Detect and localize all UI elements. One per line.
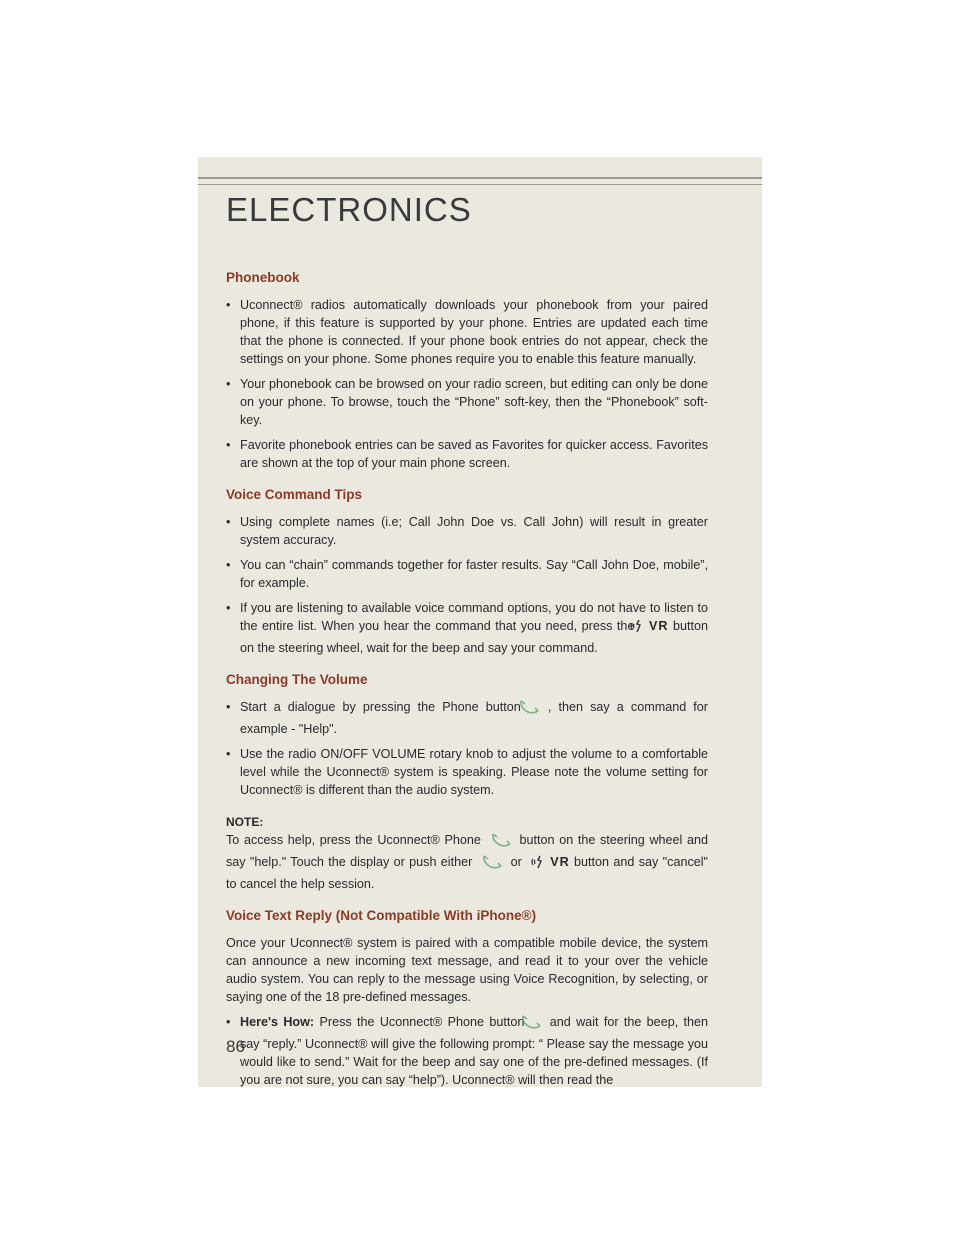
phone-icon [532,699,544,720]
list-item: • Start a dialogue by pressing the Phone button , then say a command for example - "Help". [226,700,708,736]
list-item: • Here's How: Press the Uconnect® Phone button and wait for the beep, then say “reply.” Uconnect® will give the following prompt: “ Please say the message you would like to send.” Wait for the beep and say one of the pre-defined messages. (If you are not sure, you can say “help”). Uconnect® will then read the [226,1015,709,1087]
vr-label: VR [550,855,570,869]
note-text: To access help, press the Uconnect® Phone button on the steering wheel and say "help." Touch the display or push either or VR button and say "cancel" to cancel the help session. [226,833,709,891]
text-reply-paragraph: Once your Uconnect® system is paired with a compatible mobile device, the system can announce a new incoming text message, and read it to your over the vehicle audio system. You can reply to the message using Voice Recognition, by selecting, or saying one of the 18 pre-defined messages. [226,936,708,1004]
phone-icon [481,854,507,875]
list-item: • Your phonebook can be browsed on your radio screen, but editing can only be done on your phone. To browse, touch the “Phone” soft-key, then the “Phonebook” soft-key. [226,377,708,427]
section-title: ELECTRONICS [226,191,472,228]
phonebook-section [226,269,708,472]
list-item: • Using complete names (i.e; Call John Doe vs. Call John) will result in greater system accuracy. [226,515,708,547]
volume-heading: Changing The Volume [226,672,368,687]
page-content [226,269,708,1103]
phonebook-heading: Phonebook [226,270,300,285]
note-section [226,813,708,893]
voice-recognition-icon [530,854,546,875]
list-item: • Uconnect® radios automatically downloads your phonebook from your paired phone, if this feature is supported by your phone. Entries are updated each time that the phone is connected. If your phone book entries do not appear, check the settings on your phone. Some phones require you to enable this feature manually. [226,298,708,366]
volume-section [226,671,708,799]
text-reply-heading: Voice Text Reply (Not Compatible With iPhone®) [226,908,537,923]
voice-tips-section [226,486,708,657]
header-rule-thin [198,184,762,185]
text-reply-section [226,907,708,1089]
voice-recognition-icon [643,618,645,639]
header-rule [198,177,762,179]
note-label: NOTE: [226,815,264,829]
page-number: 86 [226,1037,245,1056]
list-item: • If you are listening to available voice command options, you do not have to listen to the entire list. When you hear the command that you need, press the VR button on the steering wheel, wait for the beep and say your command. [226,601,709,655]
heres-how-label: Here's How: [240,1015,315,1029]
list-item: • You can “chain” commands together for faster results. Say “Call John Doe, mobile”, for example. [226,558,708,590]
manual-page [198,157,762,1087]
phone-icon [534,1014,546,1035]
list-item: • Favorite phonebook entries can be saved as Favorites for quicker access. Favorites are shown at the top of your main phone screen. [226,438,708,470]
phone-icon [490,832,516,853]
list-item: • Use the radio ON/OFF VOLUME rotary knob to adjust the volume to a comfortable level while the Uconnect® system is speaking. Please note the volume setting for Uconnect® is different than the audio system. [226,747,708,797]
voice-tips-heading: Voice Command Tips [226,487,363,502]
vr-label: VR [648,619,669,633]
